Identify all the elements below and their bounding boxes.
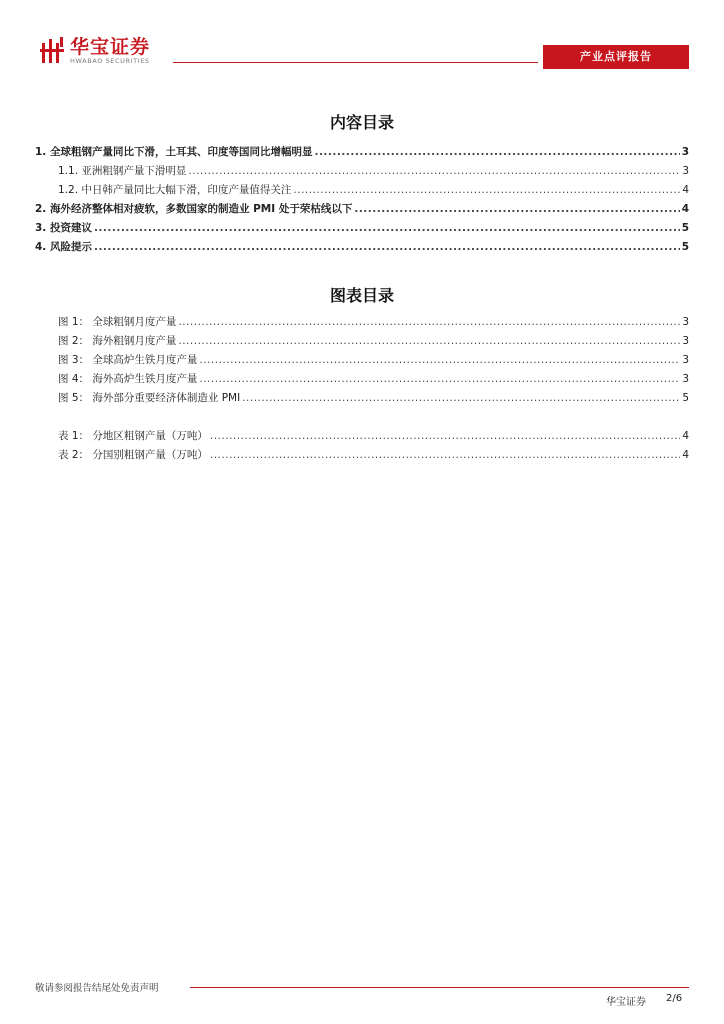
toc-item-page: 5 (681, 241, 689, 253)
figure-page: 3 (682, 373, 689, 385)
figure-list-item[interactable] (58, 390, 689, 405)
footer-divider (190, 987, 689, 988)
dot-leader (242, 392, 680, 404)
contents-title: 内容目录 (329, 113, 394, 132)
company-logo (40, 37, 170, 65)
toc-item-title: 亚洲粗钢产量下滑明显 (81, 165, 187, 177)
dot-leader (188, 165, 680, 177)
table-label: 表 2： (58, 449, 90, 461)
dot-leader (94, 241, 680, 253)
dot-leader (210, 430, 680, 442)
dot-leader (210, 449, 680, 461)
figure-page: 3 (682, 354, 689, 366)
toc-item-page: 5 (681, 222, 689, 234)
figure-title: 海外高炉生铁月度产量 (92, 373, 198, 385)
company-name-cn: 华宝证券 (70, 36, 151, 58)
figure-title: 全球粗钢月度产量 (92, 316, 177, 328)
toc-item-page: 4 (682, 184, 689, 196)
toc-item[interactable] (58, 163, 689, 178)
toc-item-number: 1.1. (58, 165, 79, 177)
toc-item-number: 1.2. (58, 184, 79, 196)
table-list-item[interactable] (58, 447, 689, 462)
table-title: 分地区粗钢产量（万吨） (92, 430, 208, 442)
dot-leader (354, 203, 679, 215)
toc-item-number: 3. (35, 222, 47, 234)
toc-item[interactable] (58, 182, 689, 197)
toc-item-title: 中日韩产量同比大幅下滑，印度产量值得关注 (81, 184, 292, 196)
figure-label: 图 4： (58, 373, 90, 385)
figure-page: 5 (682, 392, 689, 404)
dot-leader (293, 184, 680, 196)
figure-label: 图 2： (58, 335, 90, 347)
figure-list-item[interactable] (58, 352, 689, 367)
toc-item-page: 3 (682, 165, 689, 177)
toc-item[interactable] (35, 144, 689, 159)
toc-item[interactable] (35, 201, 689, 216)
toc-item-page: 3 (681, 146, 689, 158)
header-divider (173, 62, 538, 63)
toc-item[interactable] (35, 239, 689, 254)
toc-item-number: 1. (35, 146, 47, 158)
figure-list-item[interactable] (58, 371, 689, 386)
figure-list-item[interactable] (58, 314, 689, 329)
figure-label: 图 5： (58, 392, 90, 404)
toc-item-title: 海外经济整体相对疲软，多数国家的制造业 PMI 处于荣枯线以下 (49, 203, 353, 215)
dot-leader (178, 316, 680, 328)
table-title: 分国别粗钢产量（万吨） (92, 449, 208, 461)
page-number: 2/6 (666, 993, 683, 1004)
report-type-badge: 产业点评报告 (543, 45, 689, 69)
dot-leader (314, 146, 679, 158)
toc-item-title: 投资建议 (49, 222, 92, 234)
table-page: 4 (682, 430, 689, 442)
figure-page: 3 (682, 335, 689, 347)
toc-item-page: 4 (681, 203, 689, 215)
table-list-item[interactable] (58, 428, 689, 443)
dot-leader (178, 335, 680, 347)
dot-leader (199, 373, 680, 385)
figure-label: 图 3： (58, 354, 90, 366)
toc-item-title: 风险提示 (49, 241, 92, 253)
footer-company: 华宝证券 (606, 997, 646, 1008)
figure-title: 海外部分重要经济体制造业 PMI (92, 392, 241, 404)
figure-title: 海外粗钢月度产量 (92, 335, 177, 347)
toc-item-title: 全球粗钢产量同比下滑，土耳其、印度等国同比增幅明显 (49, 146, 313, 158)
dot-leader (94, 222, 680, 234)
toc-item-number: 4. (35, 241, 47, 253)
hwabao-logo-icon (40, 37, 66, 65)
company-name-en: HWABAO SECURITIES (70, 57, 150, 65)
figure-label: 图 1： (58, 316, 90, 328)
table-label: 表 1： (58, 430, 90, 442)
toc-item-number: 2. (35, 203, 47, 215)
figure-title: 全球高炉生铁月度产量 (92, 354, 198, 366)
table-page: 4 (682, 449, 689, 461)
page-header (0, 0, 724, 75)
toc-item[interactable] (35, 220, 689, 235)
disclaimer-note: 敬请参阅报告结尾处免责声明 (35, 983, 159, 994)
figures-title: 图表目录 (329, 286, 394, 305)
dot-leader (199, 354, 680, 366)
figure-page: 3 (682, 316, 689, 328)
figure-list-item[interactable] (58, 333, 689, 348)
